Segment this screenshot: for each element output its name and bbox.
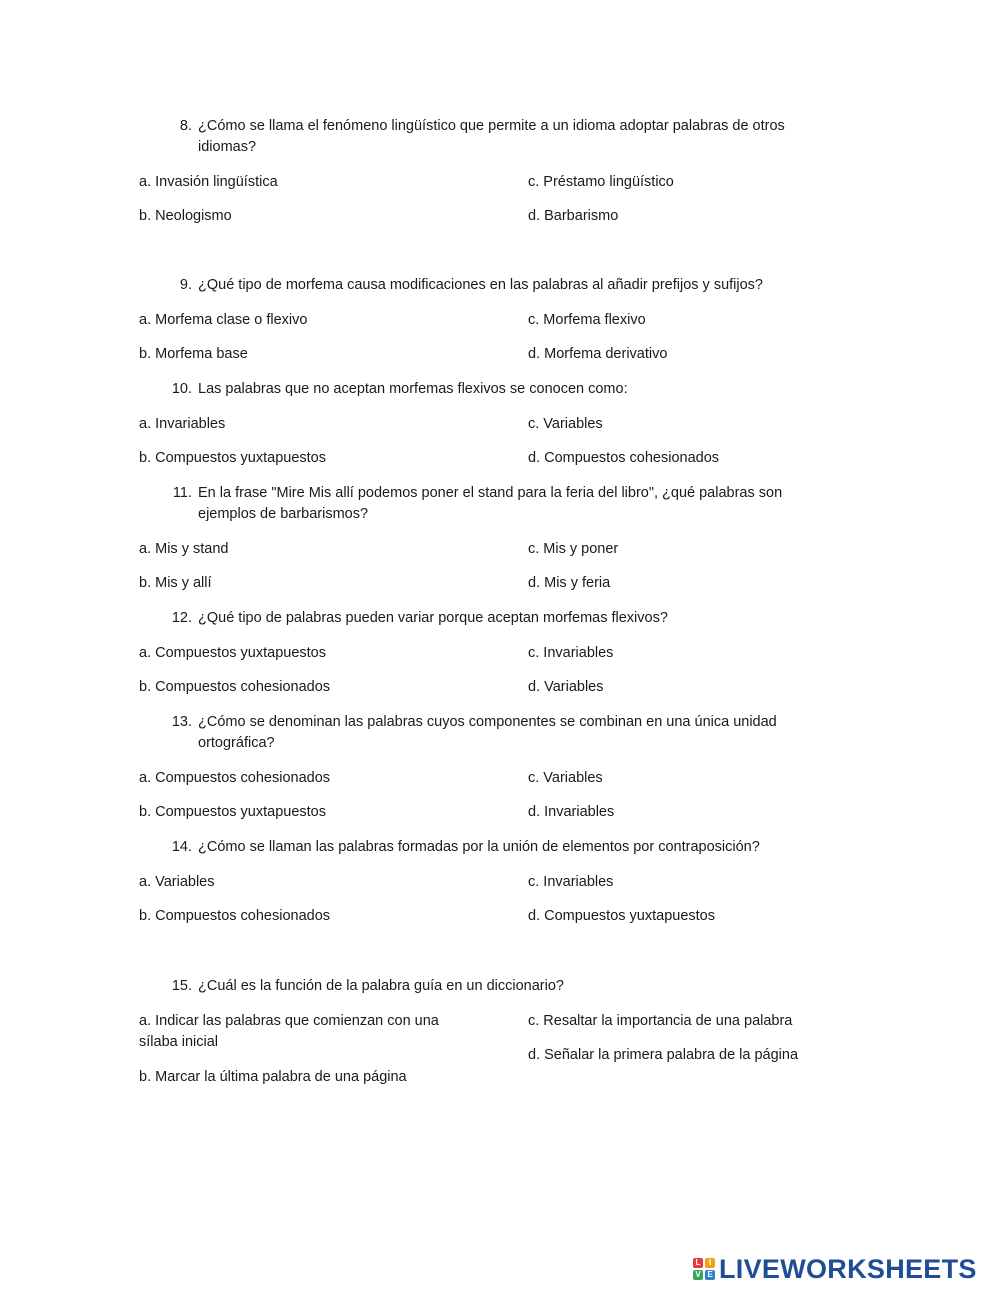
option-b[interactable]: b. Compuestos yuxtapuestos bbox=[139, 804, 326, 820]
option-b[interactable]: b. Compuestos cohesionados bbox=[139, 908, 331, 924]
question-text: ¿Qué tipo de morfema causa modificaciones en las palabras al añadir prefijos y sufijos? bbox=[198, 277, 763, 293]
question-number: 11. bbox=[172, 485, 192, 501]
option-a[interactable]: a. Invasión lingüística bbox=[139, 174, 278, 190]
option-d[interactable]: d. Señalar la primera palabra de la página bbox=[528, 1047, 799, 1063]
question-number: 15. bbox=[171, 978, 192, 994]
option-a[interactable]: a. Invariables bbox=[139, 416, 226, 432]
option-d[interactable]: d. Morfema derivativo bbox=[528, 346, 668, 362]
option-a[interactable]: a. Indicar las palabras que comienzan con una sílaba inicial bbox=[139, 1013, 439, 1050]
option-b[interactable]: b. Neologismo bbox=[139, 208, 232, 224]
question-number: 8. bbox=[179, 118, 192, 134]
question-14 bbox=[168, 837, 818, 858]
option-c[interactable]: c. Morfema flexivo bbox=[528, 312, 646, 328]
question-number: 12. bbox=[171, 610, 192, 626]
question-text: ¿Cuál es la función de la palabra guía en un diccionario? bbox=[198, 978, 564, 994]
option-a[interactable]: a. Morfema clase o flexivo bbox=[139, 312, 308, 328]
question-11 bbox=[168, 483, 818, 525]
logo-block-e: E bbox=[705, 1270, 715, 1280]
option-a[interactable]: a. Mis y stand bbox=[139, 541, 229, 557]
question-text: ¿Cómo se denominan las palabras cuyos componentes se combinan en una única unidad ortográfica? bbox=[198, 714, 777, 751]
logo-block-l: L bbox=[693, 1258, 703, 1268]
question-text: En la frase "Mire Mis allí podemos poner el stand para la feria del libro", ¿qué palabras son ejemplos de barbarismos? bbox=[198, 485, 783, 522]
option-d[interactable]: d. Barbarismo bbox=[528, 208, 619, 224]
logo-blocks-icon bbox=[693, 1258, 715, 1280]
option-b[interactable]: b. Marcar la última palabra de una página bbox=[139, 1069, 407, 1085]
option-c[interactable]: c. Resaltar la importancia de una palabra bbox=[528, 1013, 793, 1029]
logo-block-v: V bbox=[693, 1270, 703, 1280]
question-number: 13. bbox=[171, 714, 192, 730]
option-a[interactable]: a. Compuestos yuxtapuestos bbox=[139, 645, 326, 661]
option-d[interactable]: d. Variables bbox=[528, 679, 604, 695]
logo-text: LIVEWORKSHEETS bbox=[719, 1253, 977, 1284]
option-b[interactable]: b. Compuestos cohesionados bbox=[139, 679, 331, 695]
question-text: ¿Cómo se llama el fenómeno lingüístico que permite a un idioma adoptar palabras de otros idiomas? bbox=[198, 118, 785, 155]
option-a[interactable]: a. Variables bbox=[139, 874, 215, 890]
question-number: 10. bbox=[171, 381, 192, 397]
option-d[interactable]: d. Compuestos yuxtapuestos bbox=[528, 908, 715, 924]
option-b[interactable]: b. Compuestos yuxtapuestos bbox=[139, 450, 326, 466]
liveworksheets-logo bbox=[693, 1255, 977, 1283]
option-c[interactable]: c. Préstamo lingüístico bbox=[528, 174, 674, 190]
question-10 bbox=[168, 379, 818, 400]
question-number: 14. bbox=[171, 839, 192, 855]
question-12 bbox=[168, 608, 818, 629]
question-15 bbox=[168, 976, 818, 997]
question-8 bbox=[168, 116, 818, 158]
question-text: ¿Cómo se llaman las palabras formadas por la unión de elementos por contraposición? bbox=[198, 839, 760, 855]
option-b[interactable]: b. Mis y allí bbox=[139, 575, 212, 591]
question-text: Las palabras que no aceptan morfemas flexivos se conocen como: bbox=[198, 381, 628, 397]
question-9 bbox=[168, 275, 818, 296]
question-text: ¿Qué tipo de palabras pueden variar porque aceptan morfemas flexivos? bbox=[198, 610, 668, 626]
option-c[interactable]: c. Variables bbox=[528, 416, 603, 432]
logo-block-i: I bbox=[705, 1258, 715, 1268]
option-c[interactable]: c. Invariables bbox=[528, 874, 614, 890]
option-d[interactable]: d. Mis y feria bbox=[528, 575, 611, 591]
option-a[interactable]: a. Compuestos cohesionados bbox=[139, 770, 331, 786]
question-13 bbox=[168, 712, 818, 754]
option-c[interactable]: c. Mis y poner bbox=[528, 541, 619, 557]
option-c[interactable]: c. Variables bbox=[528, 770, 603, 786]
question-number: 9. bbox=[179, 277, 192, 293]
option-d[interactable]: d. Invariables bbox=[528, 804, 615, 820]
option-d[interactable]: d. Compuestos cohesionados bbox=[528, 450, 720, 466]
option-b[interactable]: b. Morfema base bbox=[139, 346, 248, 362]
option-c[interactable]: c. Invariables bbox=[528, 645, 614, 661]
